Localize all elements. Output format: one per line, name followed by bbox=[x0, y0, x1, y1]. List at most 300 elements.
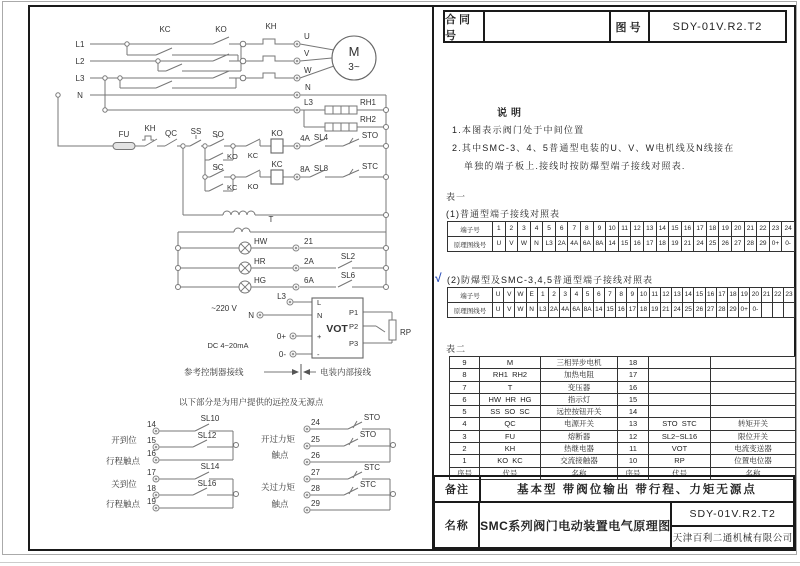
table-cell: 16 bbox=[616, 303, 627, 317]
table-cell: 28 bbox=[745, 237, 758, 251]
drawing-id-column bbox=[670, 501, 795, 549]
table-cell: 4A bbox=[568, 237, 581, 251]
label-6a: 6A bbox=[304, 276, 314, 285]
table-cell bbox=[649, 382, 711, 393]
label-vot: VOT bbox=[326, 323, 348, 335]
table-cell: 25 bbox=[683, 303, 694, 317]
table-cell bbox=[711, 406, 795, 417]
table-cell: W bbox=[515, 288, 526, 302]
label-n-terminal: N bbox=[305, 83, 311, 92]
table-cell: 17 bbox=[627, 303, 638, 317]
label-kc-coil: KC bbox=[271, 160, 283, 169]
label-4a: 4A bbox=[300, 134, 310, 143]
table-cell: 三相异步电机 bbox=[541, 357, 618, 368]
label-l2: L2 bbox=[75, 57, 85, 66]
label-travel-contacts-2: 行程触点 bbox=[105, 499, 141, 509]
table-cell: 18 bbox=[638, 303, 649, 317]
transformer-secondary-coil bbox=[234, 228, 250, 232]
label-fu: FU bbox=[118, 130, 130, 139]
label-kc-interlock: KC bbox=[247, 151, 259, 160]
table-cell: V bbox=[506, 237, 519, 251]
table-cell bbox=[649, 394, 711, 405]
label-n: N bbox=[77, 91, 83, 100]
transformer-primary-coil bbox=[223, 211, 255, 215]
label-2a: 2A bbox=[304, 257, 314, 266]
table-cell: 3 bbox=[450, 431, 480, 442]
terminal-table-explosion-proof bbox=[447, 287, 795, 318]
table-cell: 熔断器 bbox=[541, 431, 618, 442]
label-w: W bbox=[304, 66, 312, 75]
label-t17: 17 bbox=[147, 468, 156, 477]
table-cell: STO STC bbox=[649, 418, 711, 429]
table-cell: W bbox=[518, 237, 531, 251]
label-sl2: SL2 bbox=[340, 252, 356, 261]
table-row bbox=[450, 393, 795, 405]
table-cell: 6A bbox=[571, 303, 582, 317]
table-cell: 远控按钮开关 bbox=[541, 406, 618, 417]
label-hg: HG bbox=[254, 276, 266, 285]
label-rp: RP bbox=[400, 328, 412, 337]
component-table bbox=[449, 356, 796, 480]
table-row bbox=[448, 236, 794, 251]
table-cell: 4 bbox=[450, 418, 480, 429]
table-cell: 14 bbox=[594, 303, 605, 317]
table-cell: 10 bbox=[606, 222, 619, 236]
table-cell: 29 bbox=[728, 303, 739, 317]
table-cell bbox=[711, 382, 795, 393]
label-sl8: SL8 bbox=[313, 164, 329, 173]
table-cell: 0+ bbox=[739, 303, 750, 317]
label-dc-420ma: DC 4~20mA bbox=[207, 341, 249, 350]
label-p1: P1 bbox=[349, 308, 359, 317]
label-vot-n: N bbox=[317, 311, 323, 320]
table-cell: 限位开关 bbox=[738, 431, 768, 441]
table-cell: 10 bbox=[638, 288, 649, 302]
label-ss: SS bbox=[190, 127, 202, 136]
company-name: 天津百利二通机械有限公司 bbox=[672, 532, 793, 544]
thermal-element-symbols bbox=[261, 39, 281, 78]
window-edge bbox=[0, 562, 800, 563]
label-contact-1: 触点 bbox=[271, 450, 289, 460]
label-t14: 14 bbox=[147, 420, 156, 429]
table-cell: KH bbox=[480, 443, 541, 454]
label-kh-contact: KH bbox=[144, 124, 156, 133]
label-stc-main: STC bbox=[362, 162, 378, 171]
table-cell: 12 bbox=[618, 431, 649, 442]
table-cell: 21 bbox=[682, 237, 695, 251]
note-line-2: 2.其中SMC-3、4、5普通型电装的U、V、W电机线及N线接在 bbox=[452, 143, 735, 153]
table-row bbox=[448, 302, 794, 317]
table-cell: 6 bbox=[594, 288, 605, 302]
table-cell: 3 bbox=[560, 288, 571, 302]
table-cell: FU bbox=[480, 431, 541, 442]
title-block bbox=[443, 10, 793, 43]
component-table-caption: 表二 bbox=[446, 344, 467, 354]
table-cell: 23 bbox=[770, 222, 783, 236]
label-travel-contacts-1: 行程触点 bbox=[105, 456, 141, 466]
label-ko-contactor: KO bbox=[215, 25, 227, 34]
label-v: V bbox=[304, 49, 310, 58]
table-cell: 7 bbox=[568, 222, 581, 236]
table-row bbox=[450, 357, 795, 368]
table-cell: 13 bbox=[672, 288, 683, 302]
table-cell: V bbox=[504, 288, 515, 302]
table1-subcaption: (1)普通型端子接线对照表 bbox=[446, 209, 561, 219]
table-cell bbox=[784, 303, 794, 317]
table-cell: 16 bbox=[682, 222, 695, 236]
label-t25: 25 bbox=[311, 435, 320, 444]
table-cell: 7 bbox=[450, 382, 480, 393]
table-cell: 22 bbox=[773, 288, 784, 302]
remark-label: 备注 bbox=[433, 475, 481, 503]
label-sc: SC bbox=[212, 163, 224, 172]
label-hr: HR bbox=[254, 257, 266, 266]
table-cell: N bbox=[531, 237, 544, 251]
label-t28: 28 bbox=[311, 484, 320, 493]
label-220v: ~220 V bbox=[211, 304, 237, 313]
table-cell: 12 bbox=[661, 288, 672, 302]
label-stc-p1: STC bbox=[364, 463, 380, 472]
table-cell: 21 bbox=[762, 288, 773, 302]
label-vot-plus: + bbox=[317, 332, 322, 341]
label-l3: L3 bbox=[75, 74, 85, 83]
table-cell: 名称 bbox=[541, 468, 618, 479]
hw-lamp-symbol bbox=[239, 242, 251, 254]
label-ref-controller-wiring: 参考控制器接线 bbox=[184, 367, 244, 377]
contract-no-value bbox=[483, 10, 611, 43]
table-cell: 14 bbox=[657, 222, 670, 236]
table-cell: 10 bbox=[618, 455, 649, 466]
table-cell: 24 bbox=[694, 237, 707, 251]
table-cell: 16 bbox=[706, 288, 717, 302]
table-cell: 3 bbox=[518, 222, 531, 236]
table-cell: 13 bbox=[618, 418, 649, 429]
label-p2: P2 bbox=[349, 322, 359, 331]
label-t29: 29 bbox=[311, 499, 320, 508]
table-row bbox=[450, 405, 795, 417]
table-cell: 2 bbox=[450, 443, 480, 454]
ko-coil-symbol bbox=[271, 139, 283, 153]
table-cell: 热继电器 bbox=[541, 443, 618, 454]
label-stc-p2: STC bbox=[360, 480, 376, 489]
table-row bbox=[450, 454, 795, 466]
table-cell: QC bbox=[480, 418, 541, 429]
table-cell: 序号 bbox=[450, 468, 480, 479]
label-open-position: 开到位 bbox=[111, 435, 137, 445]
table-cell: 11 bbox=[650, 288, 661, 302]
label-u: U bbox=[304, 32, 310, 41]
table-cell: 6 bbox=[450, 394, 480, 405]
table-cell: 15 bbox=[619, 237, 632, 251]
label-sto-main: STO bbox=[361, 131, 379, 140]
label-sto-p2: STO bbox=[359, 430, 377, 439]
label-qc: QC bbox=[165, 129, 177, 138]
table-cell: 代号 bbox=[649, 468, 711, 479]
drawing-no-label: 图号 bbox=[609, 10, 650, 43]
label-sl16: SL16 bbox=[197, 479, 217, 488]
table-row bbox=[450, 430, 795, 442]
table-cell: N bbox=[527, 303, 538, 317]
table-cell: 18 bbox=[657, 237, 670, 251]
label-t24: 24 bbox=[311, 418, 320, 427]
table-cell: 27 bbox=[732, 237, 745, 251]
table-cell: RP bbox=[649, 455, 711, 466]
table-cell: 序号 bbox=[618, 468, 649, 479]
table-cell: 9 bbox=[450, 357, 480, 368]
table-cell: 19 bbox=[669, 237, 682, 251]
table-cell: 名称 bbox=[745, 468, 761, 478]
label-rh2: RH2 bbox=[360, 115, 377, 124]
control-wires bbox=[58, 78, 386, 215]
table-cell: 21 bbox=[745, 222, 758, 236]
row-header: 原理图线号 bbox=[448, 303, 493, 317]
table-row bbox=[450, 417, 795, 429]
table-cell: 9 bbox=[594, 222, 607, 236]
table-cell: 28 bbox=[717, 303, 728, 317]
label-t18: 18 bbox=[147, 484, 156, 493]
table-cell: 18 bbox=[618, 357, 649, 368]
table-cell: 20 bbox=[732, 222, 745, 236]
row-header: 端子号 bbox=[448, 222, 493, 236]
table-cell: E bbox=[527, 288, 538, 302]
table-cell: 1 bbox=[538, 288, 549, 302]
table-cell: 7 bbox=[605, 288, 616, 302]
drawing-title: SMC系列阀门电动装置电气原理图 bbox=[478, 501, 672, 549]
table-cell: 19 bbox=[719, 222, 732, 236]
table-cell: 27 bbox=[706, 303, 717, 317]
table-cell: HW HR HG bbox=[480, 394, 541, 405]
table-cell: 11 bbox=[618, 443, 649, 454]
label-so: SO bbox=[212, 130, 224, 139]
table-cell: U bbox=[493, 237, 506, 251]
label-ko-holding: KO bbox=[227, 152, 238, 161]
name-block bbox=[433, 501, 795, 549]
label-p3: P3 bbox=[349, 339, 359, 348]
label-t27: 27 bbox=[311, 468, 320, 477]
table-cell bbox=[711, 357, 795, 368]
label-ko-coil: KO bbox=[271, 129, 283, 138]
label-kc-contactor: KC bbox=[159, 25, 171, 34]
label-sto-p1: STO bbox=[363, 413, 381, 422]
label-transformer: T bbox=[268, 215, 274, 224]
table-cell bbox=[773, 303, 784, 317]
table-cell: 15 bbox=[694, 288, 705, 302]
table-cell: 21 bbox=[661, 303, 672, 317]
table-cell: 4A bbox=[560, 303, 571, 317]
table-cell: 6A bbox=[581, 237, 594, 251]
row-header: 原理图线号 bbox=[448, 237, 493, 251]
table-cell: KO KC bbox=[480, 455, 541, 466]
hg-lamp-symbol bbox=[239, 281, 251, 293]
table-cell: 13 bbox=[644, 222, 657, 236]
label-t16: 16 bbox=[147, 449, 156, 458]
label-8a: 8A bbox=[300, 165, 310, 174]
table-cell: 18 bbox=[707, 222, 720, 236]
table-cell: 25 bbox=[707, 237, 720, 251]
table-cell: VOT bbox=[649, 443, 711, 454]
power-wires bbox=[90, 44, 386, 95]
table-cell: 8 bbox=[581, 222, 594, 236]
table-cell: U bbox=[493, 288, 504, 302]
table-cell: 16 bbox=[618, 382, 649, 393]
table-cell: 代号 bbox=[480, 468, 541, 479]
table-cell: RH1 RH2 bbox=[480, 369, 541, 380]
remark-block bbox=[433, 475, 795, 503]
drawing-no-value: SDY-01V.R2.T2 bbox=[648, 10, 787, 43]
kc-coil-symbol bbox=[271, 170, 283, 184]
table-cell: 位置电位器 bbox=[734, 456, 772, 466]
table-row bbox=[448, 222, 794, 236]
table-cell: W bbox=[515, 303, 526, 317]
label-0minus: 0- bbox=[278, 350, 286, 359]
drawing-no: SDY-01V.R2.T2 bbox=[672, 504, 793, 527]
label-vot-minus: - bbox=[317, 350, 320, 359]
label-kc-holding: KC bbox=[227, 183, 238, 192]
table-cell bbox=[711, 369, 795, 380]
table-cell: 19 bbox=[739, 288, 750, 302]
label-close-torque: 关过力矩 bbox=[260, 482, 296, 492]
table-cell: 12 bbox=[631, 222, 644, 236]
table-cell: 5 bbox=[583, 288, 594, 302]
table-cell: 16 bbox=[631, 237, 644, 251]
terminal-table-ordinary bbox=[447, 221, 795, 252]
table-cell: 17 bbox=[618, 369, 649, 380]
table-cell: SS SO SC bbox=[480, 406, 541, 417]
table-cell: 0- bbox=[750, 303, 761, 317]
table-cell: 15 bbox=[605, 303, 616, 317]
table-cell: 4 bbox=[571, 288, 582, 302]
table-cell: 2A bbox=[549, 303, 560, 317]
table-cell: 8 bbox=[616, 288, 627, 302]
label-t15: 15 bbox=[147, 436, 156, 445]
table-cell: 23 bbox=[785, 291, 793, 298]
table-cell: 18 bbox=[728, 288, 739, 302]
table-cell bbox=[649, 357, 711, 368]
table-cell: 14 bbox=[618, 406, 649, 417]
label-open-torque: 开过力矩 bbox=[260, 434, 296, 444]
table-cell: L3 bbox=[543, 237, 556, 251]
label-sl4: SL4 bbox=[313, 133, 329, 142]
table-cell: V bbox=[504, 303, 515, 317]
table-cell: 8A bbox=[583, 303, 594, 317]
label-vot-l: L bbox=[317, 298, 322, 307]
check-mark: √ bbox=[435, 271, 442, 285]
table-cell: 6 bbox=[556, 222, 569, 236]
table-cell: 2 bbox=[506, 222, 519, 236]
row-header: 端子号 bbox=[448, 288, 493, 302]
circuit-diagram bbox=[38, 8, 434, 548]
table-cell: 8 bbox=[450, 369, 480, 380]
table-cell: 加热电阻 bbox=[541, 369, 618, 380]
label-hw: HW bbox=[254, 237, 268, 246]
label-ko-interlock: KO bbox=[247, 182, 259, 191]
table-cell: 17 bbox=[717, 288, 728, 302]
table1-caption: 表一 bbox=[446, 192, 467, 202]
table-cell: SL2~SL16 bbox=[649, 431, 711, 442]
table-cell: 22 bbox=[757, 222, 770, 236]
table-cell: 5 bbox=[450, 406, 480, 417]
table-cell: 8A bbox=[594, 237, 607, 251]
table-cell: 11 bbox=[619, 222, 632, 236]
fuse-symbol bbox=[113, 143, 135, 150]
table-row bbox=[448, 288, 794, 302]
label-contact-2: 触点 bbox=[271, 499, 289, 509]
table-cell: 19 bbox=[650, 303, 661, 317]
table-cell: 26 bbox=[719, 237, 732, 251]
rp-potentiometer-symbol bbox=[389, 320, 396, 340]
table-row bbox=[450, 368, 795, 380]
label-l1: L1 bbox=[75, 40, 85, 49]
table-cell: M bbox=[480, 357, 541, 368]
table-cell: U bbox=[493, 303, 504, 317]
table-row bbox=[450, 442, 795, 454]
table-row bbox=[450, 381, 795, 393]
label-t19: 19 bbox=[147, 497, 156, 506]
table-cell: 电源开关 bbox=[541, 418, 618, 429]
label-close-position: 关到位 bbox=[111, 479, 137, 489]
table-cell: 9 bbox=[627, 288, 638, 302]
label-0plus: 0+ bbox=[276, 332, 286, 341]
table-cell: 15 bbox=[669, 222, 682, 236]
table-cell: 0+ bbox=[770, 237, 783, 251]
table-cell: 1 bbox=[493, 222, 506, 236]
table-cell: 17 bbox=[644, 237, 657, 251]
label-sl10: SL10 bbox=[200, 414, 220, 423]
table-cell: T bbox=[480, 382, 541, 393]
table-cell: 20 bbox=[750, 288, 761, 302]
label-internal-wiring: 电装内部接线 bbox=[320, 367, 372, 377]
label-sl12: SL12 bbox=[197, 431, 217, 440]
label-21: 21 bbox=[304, 237, 313, 246]
contract-no-label: 合同号 bbox=[443, 10, 485, 43]
label-sl6: SL6 bbox=[340, 271, 356, 280]
label-rh1: RH1 bbox=[360, 98, 377, 107]
table-cell: 转矩开关 bbox=[738, 419, 768, 429]
table-cell: 4 bbox=[531, 222, 544, 236]
rh1-resistor-symbol bbox=[325, 106, 357, 114]
label-user-note: 以下部分是为用户提供的远控及无源点 bbox=[179, 397, 324, 407]
table-cell: 26 bbox=[694, 303, 705, 317]
table-cell: 17 bbox=[694, 222, 707, 236]
table-cell: 指示灯 bbox=[541, 394, 618, 405]
hr-lamp-symbol bbox=[239, 262, 251, 274]
table-cell: 2A bbox=[556, 237, 569, 251]
rh2-resistor-symbol bbox=[325, 123, 357, 131]
table-cell: 5 bbox=[543, 222, 556, 236]
table-cell: 交流接触器 bbox=[541, 455, 618, 466]
table-cell: 变压器 bbox=[541, 382, 618, 393]
note-line-3: 单独的端子板上.接线时按防爆型端子接线对照表. bbox=[464, 161, 686, 171]
table-cell: 15 bbox=[618, 394, 649, 405]
label-kh-heater: KH bbox=[265, 22, 277, 31]
label-motor: M bbox=[348, 44, 360, 59]
label-sl14: SL14 bbox=[200, 462, 220, 471]
table2-subcaption: (2)防爆型及SMC-3,4,5普通型端子接线对照表 bbox=[447, 275, 654, 285]
table-cell: 24 bbox=[784, 225, 792, 232]
table-cell: 电流变送器 bbox=[734, 444, 772, 454]
note-line-1: 1.本图表示阀门处于中间位置 bbox=[452, 125, 585, 135]
label-motor-phase: 3~ bbox=[348, 62, 360, 73]
wiring-boundary-arrows bbox=[264, 364, 316, 380]
table-cell bbox=[711, 394, 795, 405]
table-cell: 2 bbox=[549, 288, 560, 302]
junction-nodes bbox=[56, 41, 396, 496]
table-cell: L3 bbox=[538, 303, 549, 317]
table-cell: 29 bbox=[757, 237, 770, 251]
table-cell bbox=[649, 369, 711, 380]
table-cell: 0- bbox=[785, 240, 791, 247]
table-cell bbox=[762, 303, 773, 317]
